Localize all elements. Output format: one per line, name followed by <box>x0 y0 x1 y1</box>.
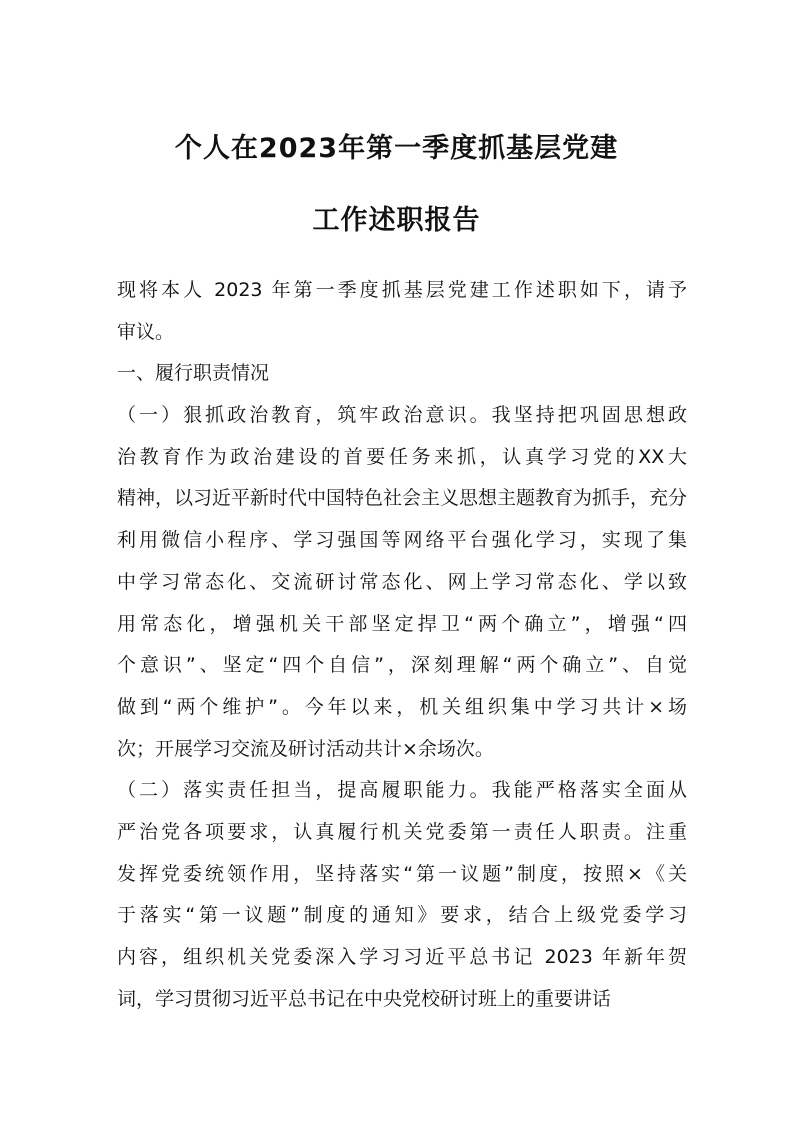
text-line: 现将本人 2023 年第一季度抓基层党建工作述职如下，请予 <box>117 279 687 301</box>
paragraph <box>117 395 687 770</box>
text-line: 次；开展学习交流及研讨活动共计×余场次。 <box>117 737 494 760</box>
text-line: 审议。 <box>117 320 175 343</box>
text-line: 治教育作为政治建设的首要任务来抓，认真学习党的XX大 <box>117 445 687 468</box>
text-line: 用常态化，增强机关干部坚定捍卫“两个确立”，增强“四 <box>117 612 687 635</box>
text-line: 做到“两个维护”。今年以来，机关组织集中学习共计×场 <box>117 695 687 718</box>
paragraph <box>117 353 687 395</box>
document-title-line-2: 工作述职报告 <box>312 205 481 236</box>
text-line: （二）落实责任担当，提高履职能力。我能严格落实全面从 <box>117 779 687 802</box>
text-line: 词，学习贯彻习近平总书记在中央党校研讨班上的重要讲话 <box>117 987 612 1010</box>
text-line: 一、履行职责情况 <box>117 362 270 385</box>
text-line: 个意识”、坚定“四个自信”，深刻理解“两个确立”、自觉 <box>117 654 687 677</box>
text-line: 利用微信小程序、学习强国等网络平台强化学习，实现了集 <box>117 529 687 552</box>
document-body <box>117 270 687 1020</box>
text-line: 发挥党委统领作用，坚持落实“第一议题”制度，按照×《关 <box>117 862 687 885</box>
text-line: 中学习常态化、交流研讨常态化、网上学习常态化、学以致 <box>117 570 687 593</box>
text-line: 精神，以习近平新时代中国特色社会主义思想主题教育为抓手，充分 <box>117 487 687 510</box>
text-line: 于落实“第一议题”制度的通知》要求，结合上级党委学习 <box>117 904 687 927</box>
paragraph <box>117 270 687 353</box>
text-line: 严治党各项要求，认真履行机关党委第一责任人职责。注重 <box>117 820 687 843</box>
document-title-line-1: 个人在2023年第一季度抓基层党建 <box>174 133 619 164</box>
paragraph <box>117 770 687 1020</box>
text-line: 内容，组织机关党委深入学习习近平总书记 2023 年新年贺 <box>117 946 687 968</box>
text-line: （一）狠抓政治教育，筑牢政治意识。我坚持把巩固思想政 <box>117 404 687 427</box>
